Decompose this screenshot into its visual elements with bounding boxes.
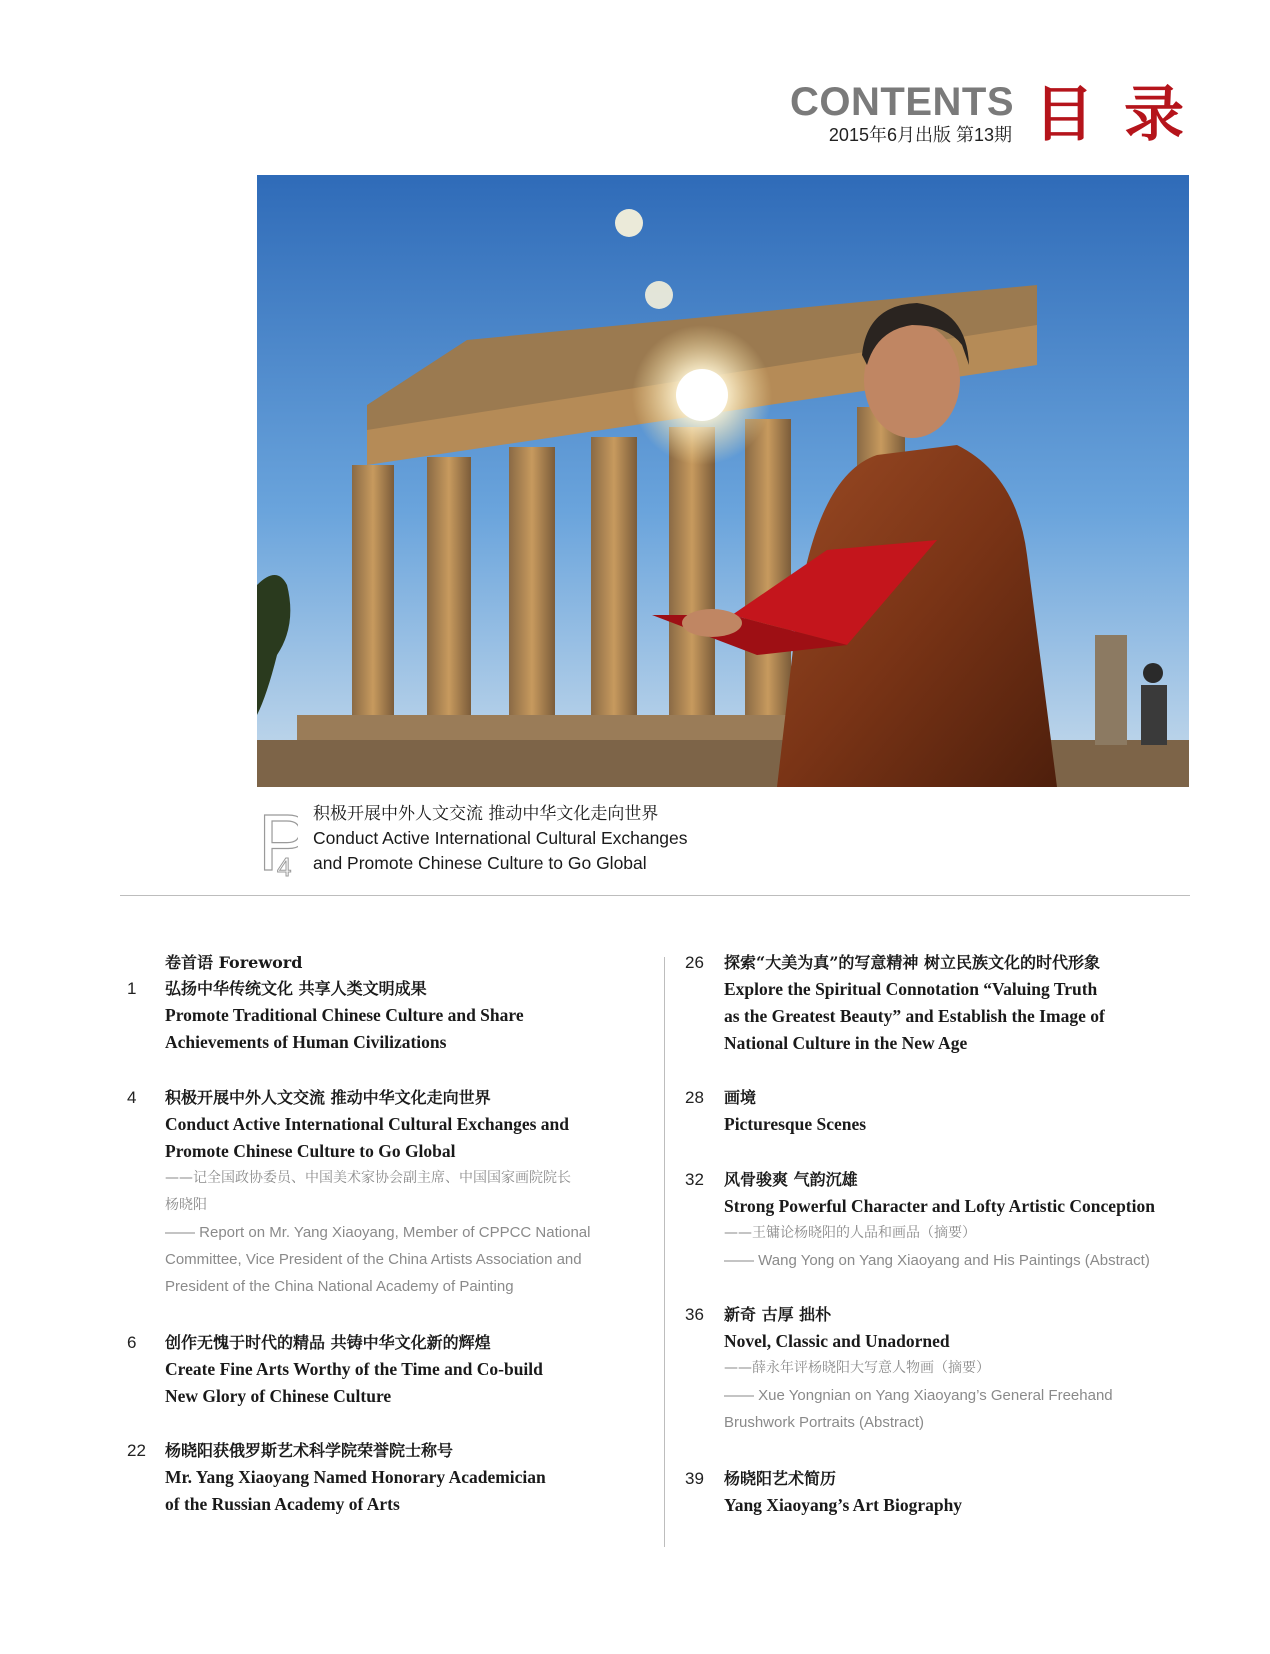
entry-title-cn: 画境 (724, 1088, 757, 1107)
entry-title-en: Picturesque Scenes (724, 1114, 867, 1134)
entry-subtitle-cn: ——记全国政协委员、中国美术家协会副主席、中国国家画院院长 (165, 1170, 571, 1186)
caption-title-en-2: and Promote Chinese Culture to Go Global (313, 853, 647, 873)
contents-title: CONTENTS (790, 80, 1014, 124)
entry-title-en: Novel, Classic and Unadorned (724, 1331, 950, 1351)
hero-photo (257, 175, 1189, 787)
entry-title-cn: 积极开展中外人文交流 推动中华文化走向世界 (165, 1088, 491, 1107)
column-divider (664, 957, 665, 1547)
entry-subtitle-cn: ——薛永年评杨晓阳大写意人物画（摘要） (724, 1360, 990, 1376)
entry-title-cn: 卷首语 Foreword (165, 953, 303, 972)
entry-subtitle-en: President of the China National Academy of Painting (165, 1278, 514, 1295)
entry-subtitle-en: Committee, Vice President of the China Artists Association and (165, 1251, 582, 1268)
entry-title-en: as the Greatest Beauty” and Establish the Image of (724, 1006, 1105, 1026)
entry-subtitle-en: Brushwork Portraits (Abstract) (724, 1414, 925, 1431)
entry-subtitle-en: —— Wang Yong on Yang Xiaoyang and His Paintings (Abstract) (724, 1252, 1150, 1269)
entry-title-en: Yang Xiaoyang’s Art Biography (724, 1495, 963, 1515)
page-number: 1 (127, 979, 137, 998)
entry-title-en: Conduct Active International Cultural Exchanges and (165, 1114, 569, 1134)
page-number: 32 (685, 1170, 704, 1189)
entry-title-cn: 杨晓阳获俄罗斯艺术科学院荣誉院士称号 (165, 1441, 454, 1460)
page-number: 22 (127, 1441, 146, 1460)
entry-title-cn: 弘扬中华传统文化 共享人类文明成果 (165, 979, 427, 998)
page-number: 28 (685, 1088, 704, 1107)
page-number-badge (258, 802, 298, 878)
entry-title-en: of the Russian Academy of Arts (165, 1494, 400, 1514)
entry-title-cn: 杨晓阳艺术简历 (724, 1469, 837, 1488)
entry-title-en: Strong Powerful Character and Lofty Artistic Conception (724, 1196, 1155, 1216)
entry-title-cn: 风骨骏爽 气韵沉雄 (724, 1170, 858, 1189)
page-letter: P (258, 802, 298, 878)
caption-title-cn: 积极开展中外人文交流 推动中华文化走向世界 (313, 804, 659, 824)
feature-caption (313, 802, 913, 876)
entry-title-en: National Culture in the New Age (724, 1033, 968, 1053)
entry-title-en: Create Fine Arts Worthy of the Time and Co-build (165, 1359, 543, 1379)
page-number: 4 (277, 852, 292, 878)
entry-subtitle-en: —— Report on Mr. Yang Xiaoyang, Member of CPPCC National (165, 1224, 591, 1241)
caption-title-en-1: Conduct Active International Cultural Exchanges (313, 828, 688, 848)
entry-title-en: Mr. Yang Xiaoyang Named Honorary Academician (165, 1467, 546, 1487)
page-number: 39 (685, 1469, 704, 1488)
entry-title-cn: 新奇 古厚 拙朴 (724, 1305, 832, 1324)
entry-title-en: Achievements of Human Civilizations (165, 1032, 447, 1052)
entry-title-en: Explore the Spiritual Connotation “Valuing Truth (724, 979, 1098, 999)
entry-subtitle-cn: 杨晓阳 (165, 1197, 207, 1213)
entry-title-cn: 创作无愧于时代的精品 共铸中华文化新的辉煌 (165, 1333, 491, 1352)
divider (120, 895, 1190, 896)
entry-title-en: Promote Traditional Chinese Culture and Share (165, 1005, 524, 1025)
page-number: 36 (685, 1305, 704, 1324)
page-number: 6 (127, 1333, 137, 1352)
page-number: 26 (685, 953, 704, 972)
entry-subtitle-cn: ——王镛论杨晓阳的人品和画品（摘要） (724, 1225, 976, 1241)
entry-title-cn: 探索“大美为真”的写意精神 树立民族文化的时代形象 (724, 953, 1100, 972)
entry-subtitle-en: —— Xue Yongnian on Yang Xiaoyang’s General Freehand (724, 1387, 1113, 1404)
entry-title-en: New Glory of Chinese Culture (165, 1386, 392, 1406)
entry-title-en: Promote Chinese Culture to Go Global (165, 1141, 456, 1161)
issue-date: 2015年6月出版 第13期 (828, 125, 1012, 145)
contents-title-cn: 目录 (1034, 80, 1214, 150)
page-number: 4 (127, 1088, 137, 1107)
